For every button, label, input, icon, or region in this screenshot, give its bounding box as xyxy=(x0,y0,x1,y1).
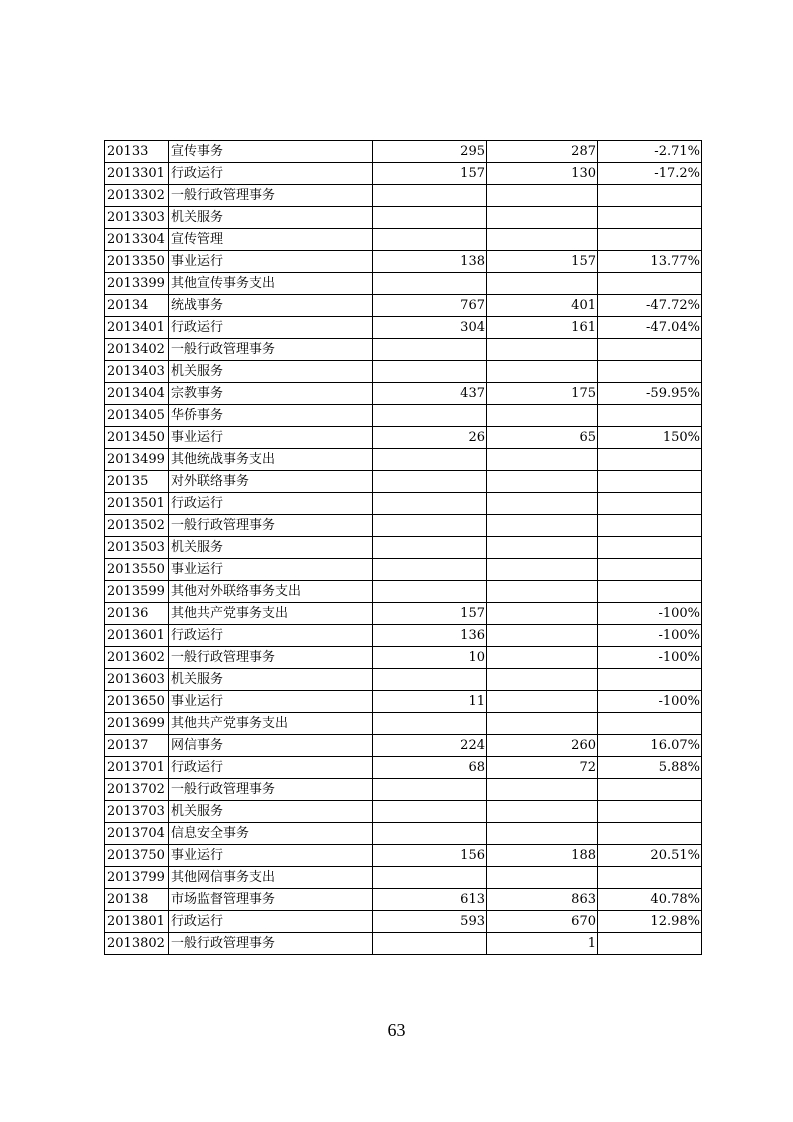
prev-year-value-cell xyxy=(373,515,487,537)
name-cell: 事业运行 xyxy=(169,845,373,867)
prev-year-value-cell xyxy=(373,933,487,955)
name-cell: 机关服务 xyxy=(169,669,373,691)
prev-year-value-cell: 157 xyxy=(373,603,487,625)
name-cell: 其他宣传事务支出 xyxy=(169,273,373,295)
current-value-cell xyxy=(487,449,598,471)
change-percent-cell: -100% xyxy=(598,625,702,647)
change-percent-cell: 16.07% xyxy=(598,735,702,757)
current-value-cell xyxy=(487,273,598,295)
code-cell: 2013703 xyxy=(105,801,169,823)
current-value-cell: 670 xyxy=(487,911,598,933)
current-value-cell: 65 xyxy=(487,427,598,449)
code-cell: 2013402 xyxy=(105,339,169,361)
table-row xyxy=(105,691,702,713)
change-percent-cell xyxy=(598,867,702,889)
change-percent-cell: -59.95% xyxy=(598,383,702,405)
name-cell: 其他网信事务支出 xyxy=(169,867,373,889)
current-value-cell xyxy=(487,339,598,361)
budget-table xyxy=(104,140,702,955)
name-cell: 一般行政管理事务 xyxy=(169,647,373,669)
change-percent-cell xyxy=(598,471,702,493)
code-cell: 2013499 xyxy=(105,449,169,471)
table-row xyxy=(105,537,702,559)
code-cell: 2013701 xyxy=(105,757,169,779)
change-percent-cell xyxy=(598,779,702,801)
name-cell: 宗教事务 xyxy=(169,383,373,405)
prev-year-value-cell: 437 xyxy=(373,383,487,405)
code-cell: 2013399 xyxy=(105,273,169,295)
current-value-cell xyxy=(487,493,598,515)
table-row xyxy=(105,911,702,933)
prev-year-value-cell xyxy=(373,867,487,889)
prev-year-value-cell xyxy=(373,823,487,845)
name-cell: 行政运行 xyxy=(169,317,373,339)
prev-year-value-cell: 157 xyxy=(373,163,487,185)
current-value-cell xyxy=(487,515,598,537)
prev-year-value-cell xyxy=(373,471,487,493)
current-value-cell xyxy=(487,559,598,581)
current-value-cell: 161 xyxy=(487,317,598,339)
table-row xyxy=(105,427,702,449)
prev-year-value-cell: 26 xyxy=(373,427,487,449)
table-row xyxy=(105,339,702,361)
name-cell: 信息安全事务 xyxy=(169,823,373,845)
change-percent-cell xyxy=(598,515,702,537)
current-value-cell xyxy=(487,713,598,735)
table-row xyxy=(105,735,702,757)
table-row xyxy=(105,207,702,229)
table-row xyxy=(105,647,702,669)
current-value-cell xyxy=(487,669,598,691)
current-value-cell xyxy=(487,581,598,603)
prev-year-value-cell: 136 xyxy=(373,625,487,647)
current-value-cell xyxy=(487,625,598,647)
table-row xyxy=(105,163,702,185)
current-value-cell: 260 xyxy=(487,735,598,757)
code-cell: 2013603 xyxy=(105,669,169,691)
name-cell: 事业运行 xyxy=(169,251,373,273)
change-percent-cell xyxy=(598,229,702,251)
table-row xyxy=(105,383,702,405)
prev-year-value-cell xyxy=(373,361,487,383)
table-row xyxy=(105,515,702,537)
prev-year-value-cell xyxy=(373,493,487,515)
change-percent-cell: 40.78% xyxy=(598,889,702,911)
table-row xyxy=(105,141,702,163)
change-percent-cell xyxy=(598,823,702,845)
prev-year-value-cell: 295 xyxy=(373,141,487,163)
name-cell: 事业运行 xyxy=(169,559,373,581)
code-cell: 2013650 xyxy=(105,691,169,713)
change-percent-cell xyxy=(598,361,702,383)
table-row xyxy=(105,845,702,867)
name-cell: 华侨事务 xyxy=(169,405,373,427)
name-cell: 一般行政管理事务 xyxy=(169,339,373,361)
current-value-cell: 863 xyxy=(487,889,598,911)
change-percent-cell xyxy=(598,449,702,471)
change-percent-cell: -47.72% xyxy=(598,295,702,317)
current-value-cell xyxy=(487,603,598,625)
name-cell: 行政运行 xyxy=(169,163,373,185)
table-row xyxy=(105,251,702,273)
table-row xyxy=(105,801,702,823)
code-cell: 2013301 xyxy=(105,163,169,185)
code-cell: 2013405 xyxy=(105,405,169,427)
prev-year-value-cell: 304 xyxy=(373,317,487,339)
current-value-cell xyxy=(487,801,598,823)
table-row xyxy=(105,471,702,493)
prev-year-value-cell: 224 xyxy=(373,735,487,757)
table-row xyxy=(105,295,702,317)
change-percent-cell xyxy=(598,581,702,603)
current-value-cell xyxy=(487,229,598,251)
change-percent-cell xyxy=(598,185,702,207)
current-value-cell: 287 xyxy=(487,141,598,163)
prev-year-value-cell xyxy=(373,185,487,207)
code-cell: 2013502 xyxy=(105,515,169,537)
prev-year-value-cell xyxy=(373,537,487,559)
prev-year-value-cell xyxy=(373,339,487,361)
current-value-cell: 72 xyxy=(487,757,598,779)
name-cell: 一般行政管理事务 xyxy=(169,185,373,207)
table-row xyxy=(105,625,702,647)
name-cell: 网信事务 xyxy=(169,735,373,757)
name-cell: 其他共产党事务支出 xyxy=(169,713,373,735)
prev-year-value-cell: 10 xyxy=(373,647,487,669)
name-cell: 其他共产党事务支出 xyxy=(169,603,373,625)
table-row xyxy=(105,779,702,801)
current-value-cell xyxy=(487,779,598,801)
change-percent-cell: -100% xyxy=(598,603,702,625)
current-value-cell: 157 xyxy=(487,251,598,273)
current-value-cell xyxy=(487,647,598,669)
name-cell: 机关服务 xyxy=(169,207,373,229)
table-row xyxy=(105,559,702,581)
prev-year-value-cell xyxy=(373,405,487,427)
prev-year-value-cell: 613 xyxy=(373,889,487,911)
code-cell: 20138 xyxy=(105,889,169,911)
table-row xyxy=(105,823,702,845)
change-percent-cell xyxy=(598,339,702,361)
prev-year-value-cell xyxy=(373,449,487,471)
change-percent-cell: -17.2% xyxy=(598,163,702,185)
prev-year-value-cell xyxy=(373,801,487,823)
code-cell: 2013503 xyxy=(105,537,169,559)
code-cell: 2013601 xyxy=(105,625,169,647)
table-row xyxy=(105,273,702,295)
table-row xyxy=(105,669,702,691)
change-percent-cell xyxy=(598,405,702,427)
current-value-cell: 175 xyxy=(487,383,598,405)
code-cell: 2013350 xyxy=(105,251,169,273)
code-cell: 2013799 xyxy=(105,867,169,889)
name-cell: 其他统战事务支出 xyxy=(169,449,373,471)
code-cell: 20134 xyxy=(105,295,169,317)
table-row xyxy=(105,449,702,471)
table-row xyxy=(105,933,702,955)
name-cell: 事业运行 xyxy=(169,427,373,449)
prev-year-value-cell: 767 xyxy=(373,295,487,317)
code-cell: 2013750 xyxy=(105,845,169,867)
prev-year-value-cell xyxy=(373,207,487,229)
prev-year-value-cell: 593 xyxy=(373,911,487,933)
code-cell: 2013501 xyxy=(105,493,169,515)
change-percent-cell xyxy=(598,669,702,691)
current-value-cell xyxy=(487,537,598,559)
change-percent-cell xyxy=(598,933,702,955)
table-row xyxy=(105,405,702,427)
name-cell: 机关服务 xyxy=(169,537,373,559)
prev-year-value-cell: 156 xyxy=(373,845,487,867)
change-percent-cell: -100% xyxy=(598,691,702,713)
page-number: 63 xyxy=(387,1020,406,1040)
current-value-cell xyxy=(487,471,598,493)
table-row xyxy=(105,317,702,339)
name-cell: 机关服务 xyxy=(169,361,373,383)
prev-year-value-cell xyxy=(373,713,487,735)
name-cell: 行政运行 xyxy=(169,757,373,779)
change-percent-cell xyxy=(598,493,702,515)
prev-year-value-cell: 138 xyxy=(373,251,487,273)
code-cell: 2013302 xyxy=(105,185,169,207)
prev-year-value-cell xyxy=(373,273,487,295)
code-cell: 20137 xyxy=(105,735,169,757)
code-cell: 20133 xyxy=(105,141,169,163)
table-row xyxy=(105,757,702,779)
name-cell: 宣传管理 xyxy=(169,229,373,251)
current-value-cell xyxy=(487,405,598,427)
change-percent-cell: 150% xyxy=(598,427,702,449)
code-cell: 2013599 xyxy=(105,581,169,603)
current-value-cell xyxy=(487,185,598,207)
code-cell: 2013304 xyxy=(105,229,169,251)
name-cell: 机关服务 xyxy=(169,801,373,823)
code-cell: 2013550 xyxy=(105,559,169,581)
code-cell: 20135 xyxy=(105,471,169,493)
name-cell: 一般行政管理事务 xyxy=(169,515,373,537)
change-percent-cell xyxy=(598,273,702,295)
current-value-cell xyxy=(487,691,598,713)
code-cell: 2013699 xyxy=(105,713,169,735)
change-percent-cell xyxy=(598,559,702,581)
current-value-cell xyxy=(487,361,598,383)
code-cell: 2013403 xyxy=(105,361,169,383)
code-cell: 2013450 xyxy=(105,427,169,449)
change-percent-cell: 20.51% xyxy=(598,845,702,867)
code-cell: 2013303 xyxy=(105,207,169,229)
table-row xyxy=(105,603,702,625)
table-row xyxy=(105,229,702,251)
table-row xyxy=(105,185,702,207)
budget-table-container xyxy=(104,140,702,955)
code-cell: 2013702 xyxy=(105,779,169,801)
change-percent-cell: 12.98% xyxy=(598,911,702,933)
name-cell: 行政运行 xyxy=(169,493,373,515)
code-cell: 2013602 xyxy=(105,647,169,669)
table-row xyxy=(105,713,702,735)
name-cell: 宣传事务 xyxy=(169,141,373,163)
name-cell: 事业运行 xyxy=(169,691,373,713)
name-cell: 统战事务 xyxy=(169,295,373,317)
current-value-cell: 188 xyxy=(487,845,598,867)
name-cell: 一般行政管理事务 xyxy=(169,779,373,801)
prev-year-value-cell xyxy=(373,779,487,801)
change-percent-cell xyxy=(598,801,702,823)
name-cell: 行政运行 xyxy=(169,625,373,647)
table-row xyxy=(105,493,702,515)
code-cell: 2013401 xyxy=(105,317,169,339)
code-cell: 2013704 xyxy=(105,823,169,845)
change-percent-cell: 5.88% xyxy=(598,757,702,779)
current-value-cell xyxy=(487,823,598,845)
change-percent-cell: -100% xyxy=(598,647,702,669)
change-percent-cell: -47.04% xyxy=(598,317,702,339)
prev-year-value-cell: 68 xyxy=(373,757,487,779)
prev-year-value-cell: 11 xyxy=(373,691,487,713)
change-percent-cell xyxy=(598,537,702,559)
code-cell: 2013801 xyxy=(105,911,169,933)
table-row xyxy=(105,867,702,889)
current-value-cell xyxy=(487,207,598,229)
change-percent-cell: 13.77% xyxy=(598,251,702,273)
change-percent-cell xyxy=(598,207,702,229)
prev-year-value-cell xyxy=(373,669,487,691)
code-cell: 2013404 xyxy=(105,383,169,405)
code-cell: 20136 xyxy=(105,603,169,625)
name-cell: 一般行政管理事务 xyxy=(169,933,373,955)
current-value-cell xyxy=(487,867,598,889)
name-cell: 其他对外联络事务支出 xyxy=(169,581,373,603)
change-percent-cell xyxy=(598,713,702,735)
table-row xyxy=(105,889,702,911)
name-cell: 市场监督管理事务 xyxy=(169,889,373,911)
code-cell: 2013802 xyxy=(105,933,169,955)
current-value-cell: 401 xyxy=(487,295,598,317)
prev-year-value-cell xyxy=(373,581,487,603)
current-value-cell: 1 xyxy=(487,933,598,955)
name-cell: 行政运行 xyxy=(169,911,373,933)
prev-year-value-cell xyxy=(373,559,487,581)
table-row xyxy=(105,361,702,383)
table-row xyxy=(105,581,702,603)
change-percent-cell: -2.71% xyxy=(598,141,702,163)
prev-year-value-cell xyxy=(373,229,487,251)
current-value-cell: 130 xyxy=(487,163,598,185)
name-cell: 对外联络事务 xyxy=(169,471,373,493)
table-body xyxy=(105,141,702,955)
